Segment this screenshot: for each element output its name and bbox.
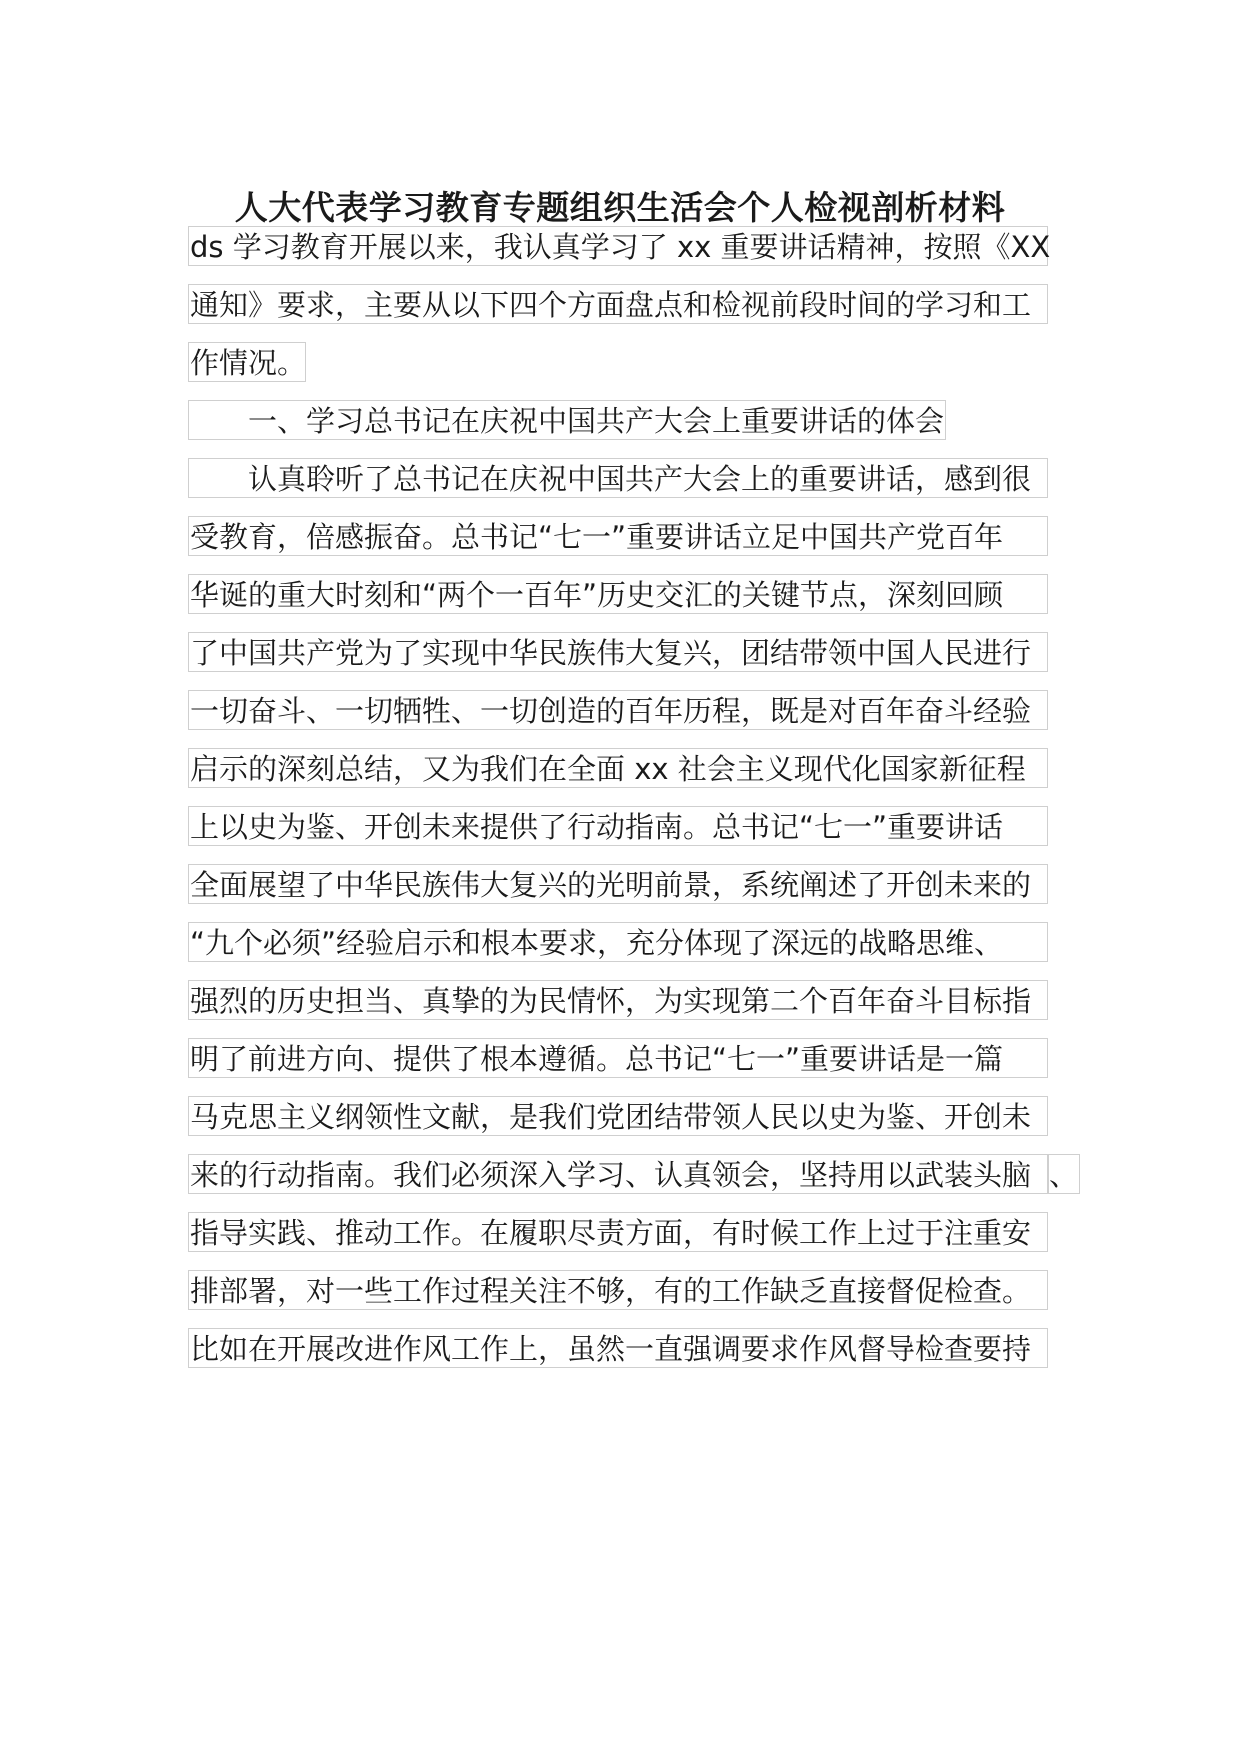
text-line: ds 学习教育开展以来，我认真学习了 xx 重要讲话精神，按照《XX [188,226,1048,266]
text-line: 作情况。 [188,342,306,382]
text-line: 通知》要求，主要从以下四个方面盘点和检视前段时间的学习和工 [188,284,1048,324]
text-line: 强烈的历史担当、真挚的为民情怀，为实现第二个百年奋斗目标指 [188,980,1048,1020]
text-line: 一切奋斗、一切牺牲、一切创造的百年历程，既是对百年奋斗经验 [188,690,1048,730]
section-heading: 一、学习总书记在庆祝中国共产大会上重要讲话的体会 [188,400,946,440]
text-line: 全面展望了中华民族伟大复兴的光明前景，系统阐述了开创未来的 [188,864,1048,904]
overflow-punctuation: 、 [1048,1154,1080,1194]
document-title: 人大代表学习教育专题组织生活会个人检视剖析材料 [234,188,1006,227]
text-line: 上以史为鉴、开创未来提供了行动指南。总书记“七一”重要讲话 [188,806,1048,846]
text-line: 来的行动指南。我们必须深入学习、认真领会，坚持用以武装头脑 [188,1154,1048,1194]
text-line: 指导实践、推动工作。在履职尽责方面，有时候工作上过于注重安 [188,1212,1048,1252]
text-line: 华诞的重大时刻和“两个一百年”历史交汇的关键节点，深刻回顾 [188,574,1048,614]
text-line: 启示的深刻总结，又为我们在全面 xx 社会主义现代化国家新征程 [188,748,1048,788]
text-line: 马克思主义纲领性文献，是我们党团结带领人民以史为鉴、开创未 [188,1096,1048,1136]
text-line: “九个必须”经验启示和根本要求，充分体现了深远的战略思维、 [188,922,1048,962]
text-line: 明了前进方向、提供了根本遵循。总书记“七一”重要讲话是一篇 [188,1038,1048,1078]
text-line: 认真聆听了总书记在庆祝中国共产大会上的重要讲话，感到很 [188,458,1048,498]
text-line: 排部署，对一些工作过程关注不够，有的工作缺乏直接督促检查。 [188,1270,1048,1310]
text-line: 比如在开展改进作风工作上，虽然一直强调要求作风督导检查要持 [188,1328,1048,1368]
text-line: 了中国共产党为了实现中华民族伟大复兴，团结带领中国人民进行 [188,632,1048,672]
text-line: 受教育，倍感振奋。总书记“七一”重要讲话立足中国共产党百年 [188,516,1048,556]
